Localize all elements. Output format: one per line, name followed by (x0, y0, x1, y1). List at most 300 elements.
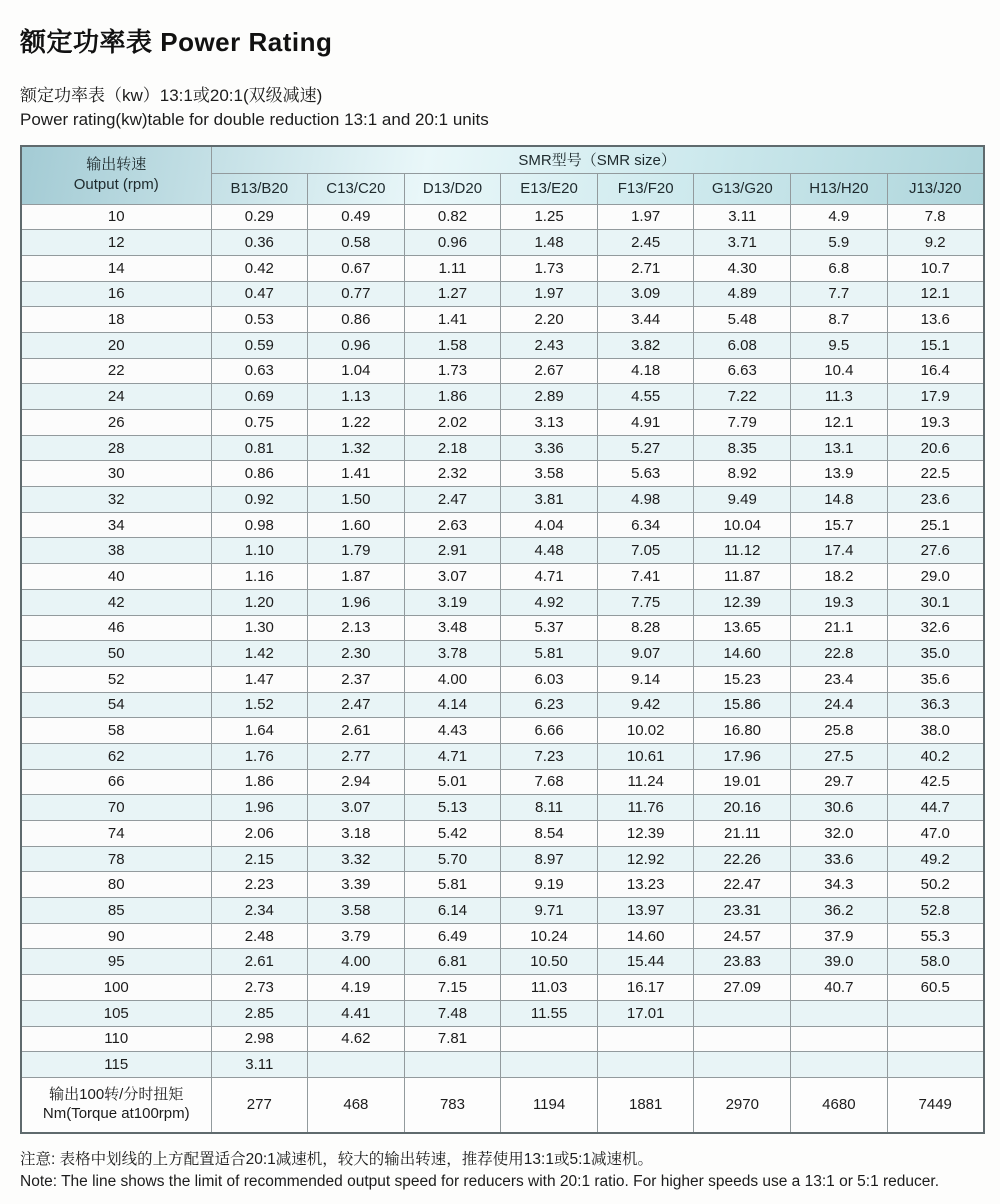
power-value-cell (597, 1026, 694, 1052)
power-value-cell: 36.2 (791, 898, 888, 924)
rpm-cell: 10 (21, 204, 211, 230)
column-header: H13/H20 (791, 173, 888, 204)
power-value-cell: 7.7 (791, 281, 888, 307)
power-value-cell: 25.8 (791, 718, 888, 744)
power-value-cell: 35.6 (887, 666, 984, 692)
rpm-cell: 74 (21, 821, 211, 847)
power-value-cell: 4.19 (308, 975, 405, 1001)
rpm-cell: 100 (21, 975, 211, 1001)
power-value-cell: 4.41 (308, 1000, 405, 1026)
power-value-cell: 1.30 (211, 615, 308, 641)
power-value-cell: 1.97 (597, 204, 694, 230)
power-value-cell: 47.0 (887, 821, 984, 847)
power-value-cell: 7.22 (694, 384, 791, 410)
torque-value-cell: 1194 (501, 1077, 598, 1133)
table-row (21, 872, 984, 898)
power-value-cell: 8.7 (791, 307, 888, 333)
power-value-cell: 4.55 (597, 384, 694, 410)
power-value-cell: 1.96 (211, 795, 308, 821)
page-title: 额定功率表 Power Rating (20, 27, 333, 57)
power-value-cell: 9.2 (887, 230, 984, 256)
power-value-cell (791, 1052, 888, 1078)
power-value-cell: 10.7 (887, 255, 984, 281)
power-value-cell: 3.18 (308, 821, 405, 847)
power-value-cell: 10.4 (791, 358, 888, 384)
torque-row (21, 1077, 984, 1133)
column-header: G13/G20 (694, 173, 791, 204)
power-value-cell: 3.39 (308, 872, 405, 898)
output-rpm-header (21, 146, 211, 205)
power-value-cell: 1.41 (308, 461, 405, 487)
power-value-cell: 3.11 (211, 1052, 308, 1078)
table-row (21, 435, 984, 461)
power-value-cell (308, 1052, 405, 1078)
rpm-cell: 24 (21, 384, 211, 410)
power-value-cell: 13.6 (887, 307, 984, 333)
table-row (21, 743, 984, 769)
power-value-cell: 0.98 (211, 512, 308, 538)
power-value-cell: 60.5 (887, 975, 984, 1001)
power-value-cell: 2.71 (597, 255, 694, 281)
power-value-cell: 1.32 (308, 435, 405, 461)
power-value-cell: 2.77 (308, 743, 405, 769)
power-value-cell: 10.02 (597, 718, 694, 744)
power-value-cell: 23.6 (887, 487, 984, 513)
power-value-cell: 16.4 (887, 358, 984, 384)
power-value-cell: 4.14 (404, 692, 501, 718)
power-value-cell: 36.3 (887, 692, 984, 718)
power-value-cell: 8.11 (501, 795, 598, 821)
power-value-cell: 21.11 (694, 821, 791, 847)
power-value-cell (404, 1052, 501, 1078)
table-row (21, 230, 984, 256)
column-header: C13/C20 (308, 173, 405, 204)
rpm-cell: 66 (21, 769, 211, 795)
power-value-cell (791, 1026, 888, 1052)
power-value-cell: 9.5 (791, 332, 888, 358)
table-row (21, 949, 984, 975)
table-row (21, 281, 984, 307)
power-value-cell: 49.2 (887, 846, 984, 872)
power-rating-table (20, 145, 985, 1134)
rpm-cell: 62 (21, 743, 211, 769)
power-value-cell: 4.18 (597, 358, 694, 384)
power-value-cell: 11.55 (501, 1000, 598, 1026)
rpm-cell: 34 (21, 512, 211, 538)
power-value-cell (887, 1026, 984, 1052)
power-value-cell: 2.37 (308, 666, 405, 692)
power-value-cell: 0.86 (308, 307, 405, 333)
power-value-cell: 5.48 (694, 307, 791, 333)
power-value-cell: 3.07 (308, 795, 405, 821)
torque-value-cell: 468 (308, 1077, 405, 1133)
power-value-cell: 2.02 (404, 410, 501, 436)
power-value-cell: 1.47 (211, 666, 308, 692)
rpm-cell: 95 (21, 949, 211, 975)
power-value-cell: 14.8 (791, 487, 888, 513)
torque-value-cell: 7449 (887, 1077, 984, 1133)
torque-value-cell: 783 (404, 1077, 501, 1133)
power-value-cell (694, 1052, 791, 1078)
power-value-cell: 4.30 (694, 255, 791, 281)
power-value-cell: 7.79 (694, 410, 791, 436)
rpm-cell: 38 (21, 538, 211, 564)
table-row (21, 461, 984, 487)
power-value-cell: 5.9 (791, 230, 888, 256)
power-value-cell: 10.04 (694, 512, 791, 538)
rpm-cell: 32 (21, 487, 211, 513)
power-value-cell: 58.0 (887, 949, 984, 975)
power-value-cell: 1.48 (501, 230, 598, 256)
power-value-cell (501, 1052, 598, 1078)
power-value-cell: 0.81 (211, 435, 308, 461)
power-value-cell: 40.2 (887, 743, 984, 769)
rpm-cell: 46 (21, 615, 211, 641)
power-value-cell: 2.91 (404, 538, 501, 564)
rpm-cell: 50 (21, 641, 211, 667)
power-value-cell: 16.17 (597, 975, 694, 1001)
subtitle-en: Power rating(kw)table for double reduction 13:1 and 20:1 units (20, 110, 489, 130)
power-value-cell: 8.97 (501, 846, 598, 872)
power-value-cell: 34.3 (791, 872, 888, 898)
power-value-cell: 23.31 (694, 898, 791, 924)
power-value-cell: 1.97 (501, 281, 598, 307)
power-value-cell: 15.44 (597, 949, 694, 975)
rpm-cell: 30 (21, 461, 211, 487)
power-value-cell: 2.15 (211, 846, 308, 872)
power-value-cell: 10.50 (501, 949, 598, 975)
table-row (21, 255, 984, 281)
power-value-cell: 6.49 (404, 923, 501, 949)
power-value-cell: 12.39 (597, 821, 694, 847)
power-value-cell: 25.1 (887, 512, 984, 538)
power-value-cell: 3.81 (501, 487, 598, 513)
power-value-cell: 9.19 (501, 872, 598, 898)
power-value-cell: 27.5 (791, 743, 888, 769)
rpm-header-en: Output (rpm) (73, 176, 159, 193)
power-value-cell: 11.12 (694, 538, 791, 564)
rpm-cell: 90 (21, 923, 211, 949)
power-value-cell: 4.98 (597, 487, 694, 513)
table-row (21, 769, 984, 795)
power-value-cell: 9.14 (597, 666, 694, 692)
power-value-cell: 30.6 (791, 795, 888, 821)
table-row (21, 898, 984, 924)
power-value-cell: 0.47 (211, 281, 308, 307)
table-row (21, 821, 984, 847)
power-value-cell: 32.0 (791, 821, 888, 847)
table-row (21, 1026, 984, 1052)
torque-value-cell: 1881 (597, 1077, 694, 1133)
power-value-cell: 3.19 (404, 589, 501, 615)
power-value-cell: 22.47 (694, 872, 791, 898)
power-value-cell: 3.09 (597, 281, 694, 307)
power-value-cell: 20.6 (887, 435, 984, 461)
column-header: B13/B20 (211, 173, 308, 204)
power-value-cell: 1.87 (308, 564, 405, 590)
power-value-cell: 6.66 (501, 718, 598, 744)
power-value-cell: 0.96 (404, 230, 501, 256)
power-value-cell: 12.39 (694, 589, 791, 615)
power-value-cell: 3.07 (404, 564, 501, 590)
power-value-cell: 27.6 (887, 538, 984, 564)
power-value-cell: 6.81 (404, 949, 501, 975)
table-row (21, 410, 984, 436)
power-value-cell: 12.1 (791, 410, 888, 436)
power-value-cell: 38.0 (887, 718, 984, 744)
power-value-cell: 3.58 (501, 461, 598, 487)
power-value-cell: 0.59 (211, 332, 308, 358)
power-value-cell: 9.42 (597, 692, 694, 718)
power-value-cell: 3.58 (308, 898, 405, 924)
power-value-cell: 15.7 (791, 512, 888, 538)
power-value-cell: 3.11 (694, 204, 791, 230)
power-value-cell: 9.71 (501, 898, 598, 924)
power-value-cell: 0.36 (211, 230, 308, 256)
power-value-cell: 6.34 (597, 512, 694, 538)
power-value-cell: 7.23 (501, 743, 598, 769)
power-value-cell: 24.57 (694, 923, 791, 949)
torque-label-zh: 输出100转/分时扭矩 (49, 1086, 184, 1104)
power-value-cell: 0.58 (308, 230, 405, 256)
power-value-cell: 17.01 (597, 1000, 694, 1026)
rpm-cell: 14 (21, 255, 211, 281)
power-value-cell: 5.27 (597, 435, 694, 461)
rpm-cell: 26 (21, 410, 211, 436)
table-row (21, 358, 984, 384)
power-value-cell: 14.60 (694, 641, 791, 667)
power-value-cell: 5.13 (404, 795, 501, 821)
column-header: F13/F20 (597, 173, 694, 204)
power-value-cell: 2.23 (211, 872, 308, 898)
table-row (21, 332, 984, 358)
torque-value-cell: 4680 (791, 1077, 888, 1133)
rpm-cell: 58 (21, 718, 211, 744)
table-row (21, 589, 984, 615)
power-value-cell: 1.11 (404, 255, 501, 281)
power-value-cell: 11.87 (694, 564, 791, 590)
power-value-cell: 13.97 (597, 898, 694, 924)
power-value-cell: 2.47 (404, 487, 501, 513)
rpm-cell: 12 (21, 230, 211, 256)
power-value-cell: 14.60 (597, 923, 694, 949)
power-value-cell: 9.07 (597, 641, 694, 667)
power-value-cell: 0.92 (211, 487, 308, 513)
power-value-cell: 5.01 (404, 769, 501, 795)
power-value-cell: 29.0 (887, 564, 984, 590)
power-value-cell: 3.13 (501, 410, 598, 436)
table-row (21, 487, 984, 513)
power-value-cell: 7.41 (597, 564, 694, 590)
power-value-cell: 3.82 (597, 332, 694, 358)
power-value-cell: 40.7 (791, 975, 888, 1001)
power-value-cell: 0.42 (211, 255, 308, 281)
power-value-cell: 2.85 (211, 1000, 308, 1026)
power-value-cell: 5.70 (404, 846, 501, 872)
power-value-cell: 0.29 (211, 204, 308, 230)
smr-size-header: SMR型号（SMR size） (211, 146, 984, 174)
power-value-cell: 33.6 (791, 846, 888, 872)
table-row (21, 538, 984, 564)
power-value-cell: 12.1 (887, 281, 984, 307)
power-value-cell: 2.89 (501, 384, 598, 410)
table-row (21, 307, 984, 333)
power-value-cell: 7.75 (597, 589, 694, 615)
power-value-cell: 1.52 (211, 692, 308, 718)
table-row (21, 975, 984, 1001)
power-value-cell: 2.61 (211, 949, 308, 975)
power-value-cell: 7.81 (404, 1026, 501, 1052)
power-value-cell: 13.1 (791, 435, 888, 461)
power-value-cell: 15.1 (887, 332, 984, 358)
power-value-cell: 55.3 (887, 923, 984, 949)
power-value-cell: 22.26 (694, 846, 791, 872)
power-value-cell: 23.83 (694, 949, 791, 975)
power-value-cell: 2.34 (211, 898, 308, 924)
power-value-cell: 18.2 (791, 564, 888, 590)
torque-value-cell: 277 (211, 1077, 308, 1133)
power-value-cell: 9.49 (694, 487, 791, 513)
power-value-cell: 1.79 (308, 538, 405, 564)
power-value-cell (694, 1000, 791, 1026)
power-value-cell: 8.28 (597, 615, 694, 641)
power-value-cell: 4.00 (404, 666, 501, 692)
power-value-cell: 0.49 (308, 204, 405, 230)
power-value-cell: 6.8 (791, 255, 888, 281)
power-value-cell: 23.4 (791, 666, 888, 692)
table-row (21, 846, 984, 872)
power-value-cell: 1.58 (404, 332, 501, 358)
power-value-cell: 4.91 (597, 410, 694, 436)
power-value-cell: 2.20 (501, 307, 598, 333)
power-value-cell: 1.10 (211, 538, 308, 564)
power-value-cell: 17.4 (791, 538, 888, 564)
power-value-cell: 4.62 (308, 1026, 405, 1052)
power-value-cell: 10.24 (501, 923, 598, 949)
torque-row-label (21, 1077, 211, 1133)
power-value-cell: 1.50 (308, 487, 405, 513)
power-value-cell: 4.04 (501, 512, 598, 538)
column-header: E13/E20 (501, 173, 598, 204)
power-value-cell: 11.03 (501, 975, 598, 1001)
table-row (21, 615, 984, 641)
power-value-cell: 2.06 (211, 821, 308, 847)
power-value-cell: 6.63 (694, 358, 791, 384)
power-value-cell: 1.13 (308, 384, 405, 410)
power-value-cell: 11.3 (791, 384, 888, 410)
power-value-cell: 1.96 (308, 589, 405, 615)
power-value-cell: 10.61 (597, 743, 694, 769)
note-zh: 注意: 表格中划线的上方配置适合20:1减速机，较大的输出转速，推荐使用13:1或5:1减速机。 (20, 1150, 653, 1168)
power-value-cell: 2.61 (308, 718, 405, 744)
table-row (21, 384, 984, 410)
power-value-cell: 19.3 (791, 589, 888, 615)
table-row (21, 923, 984, 949)
power-value-cell: 1.41 (404, 307, 501, 333)
power-value-cell (597, 1052, 694, 1078)
rpm-cell: 20 (21, 332, 211, 358)
power-value-cell: 0.67 (308, 255, 405, 281)
power-value-cell: 7.8 (887, 204, 984, 230)
power-value-cell (694, 1026, 791, 1052)
power-value-cell: 44.7 (887, 795, 984, 821)
power-value-cell: 4.89 (694, 281, 791, 307)
power-value-cell: 6.14 (404, 898, 501, 924)
power-value-cell: 7.48 (404, 1000, 501, 1026)
power-value-cell: 1.86 (404, 384, 501, 410)
power-value-cell: 2.45 (597, 230, 694, 256)
power-value-cell: 11.76 (597, 795, 694, 821)
power-value-cell: 5.63 (597, 461, 694, 487)
table-body (21, 204, 984, 1077)
torque-label-en: Nm(Torque at100rpm) (42, 1104, 190, 1122)
note-en: Note: The line shows the limit of recommended output speed for reducers with 20:1 ratio. For higher speeds use a 13:1 or 5:1 reducer. (20, 1173, 940, 1191)
column-header: J13/J20 (887, 173, 984, 204)
table-row (21, 641, 984, 667)
rpm-cell: 85 (21, 898, 211, 924)
power-value-cell: 16.80 (694, 718, 791, 744)
power-value-cell: 2.98 (211, 1026, 308, 1052)
rpm-cell: 80 (21, 872, 211, 898)
power-value-cell: 3.36 (501, 435, 598, 461)
power-value-cell: 0.96 (308, 332, 405, 358)
power-value-cell: 4.71 (404, 743, 501, 769)
power-value-cell: 17.9 (887, 384, 984, 410)
power-value-cell: 6.08 (694, 332, 791, 358)
power-value-cell: 30.1 (887, 589, 984, 615)
power-value-cell: 3.48 (404, 615, 501, 641)
power-value-cell: 27.09 (694, 975, 791, 1001)
power-value-cell (501, 1026, 598, 1052)
torque-value-cell: 2970 (694, 1077, 791, 1133)
power-value-cell: 2.18 (404, 435, 501, 461)
power-value-cell: 2.47 (308, 692, 405, 718)
power-value-cell: 1.64 (211, 718, 308, 744)
power-value-cell: 21.1 (791, 615, 888, 641)
rpm-cell: 105 (21, 1000, 211, 1026)
power-value-cell: 50.2 (887, 872, 984, 898)
power-value-cell: 19.3 (887, 410, 984, 436)
power-value-cell: 1.42 (211, 641, 308, 667)
power-value-cell (791, 1000, 888, 1026)
power-value-cell: 7.68 (501, 769, 598, 795)
rpm-cell: 40 (21, 564, 211, 590)
power-value-cell: 42.5 (887, 769, 984, 795)
power-value-cell: 3.79 (308, 923, 405, 949)
power-value-cell: 1.04 (308, 358, 405, 384)
power-value-cell: 5.37 (501, 615, 598, 641)
power-value-cell: 1.73 (501, 255, 598, 281)
power-value-cell: 20.16 (694, 795, 791, 821)
power-value-cell: 2.32 (404, 461, 501, 487)
power-value-cell: 0.69 (211, 384, 308, 410)
rpm-cell: 115 (21, 1052, 211, 1078)
power-value-cell (887, 1000, 984, 1026)
power-value-cell: 8.54 (501, 821, 598, 847)
subtitle-zh: 额定功率表（kw）13:1或20:1(双级减速) (20, 86, 323, 105)
table-row (21, 718, 984, 744)
power-value-cell: 5.81 (404, 872, 501, 898)
power-value-cell: 1.27 (404, 281, 501, 307)
table-row (21, 204, 984, 230)
power-value-cell: 2.73 (211, 975, 308, 1001)
power-value-cell: 6.23 (501, 692, 598, 718)
rpm-cell: 110 (21, 1026, 211, 1052)
power-value-cell: 2.13 (308, 615, 405, 641)
power-value-cell: 35.0 (887, 641, 984, 667)
power-value-cell: 3.78 (404, 641, 501, 667)
power-value-cell: 13.9 (791, 461, 888, 487)
